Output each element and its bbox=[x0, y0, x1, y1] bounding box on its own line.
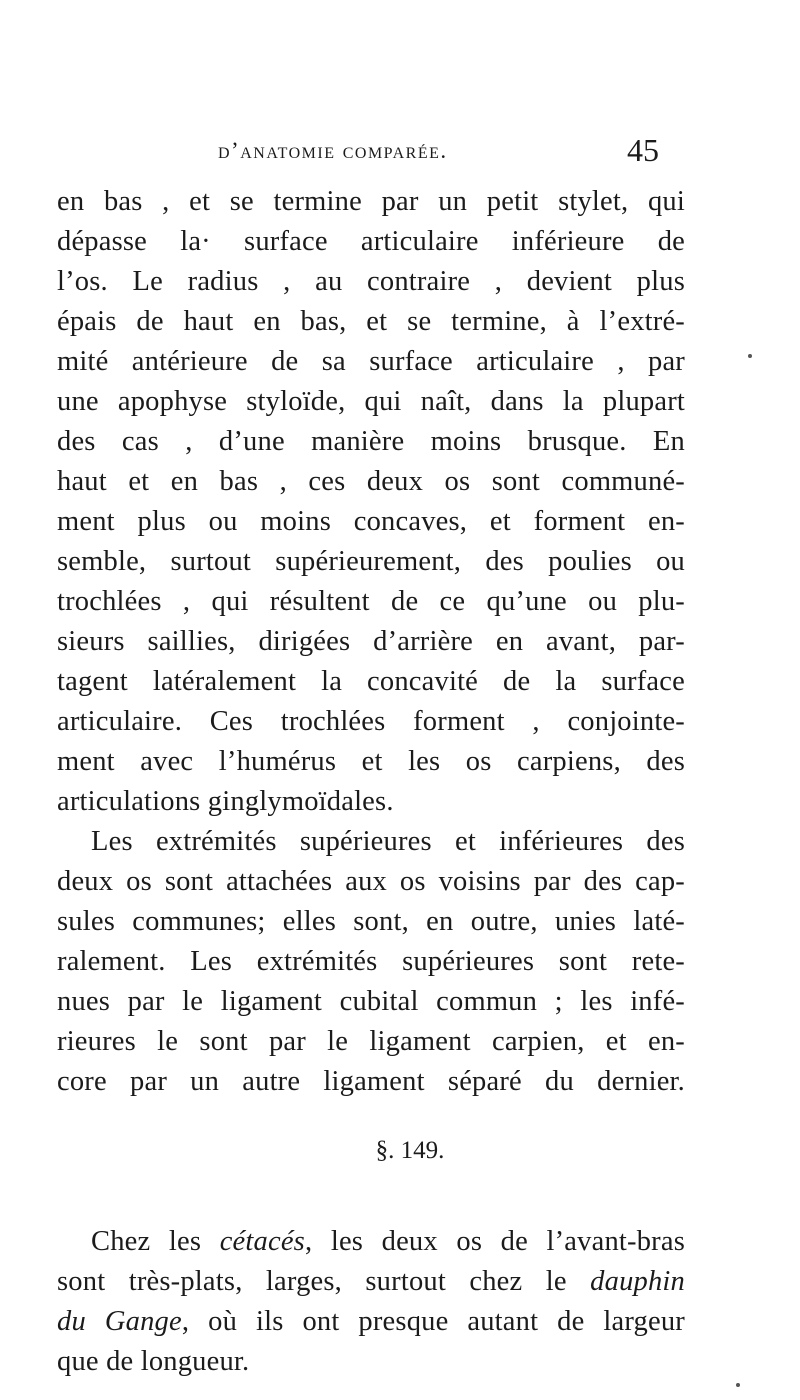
text-line: l’os. Le radius , au contraire , devient plus bbox=[57, 266, 685, 297]
text-line: trochlées , qui résultent de ce qu’une ou plu- bbox=[57, 586, 685, 617]
text-line bbox=[57, 1302, 685, 1342]
text-line: articulations ginglymoïdales. bbox=[57, 786, 394, 817]
italic-term: dauphin bbox=[590, 1266, 685, 1297]
text-line: mité antérieure de sa surface articulaire , par bbox=[57, 346, 685, 377]
text-line: semble, surtout supérieurement, des poulies ou bbox=[57, 546, 685, 577]
running-head bbox=[0, 132, 800, 176]
text-line: nues par le ligament cubital commun ; les infé- bbox=[57, 986, 685, 1017]
section-heading: §. 149. bbox=[375, 1137, 445, 1164]
text-run: sont très-plats, larges, surtout chez le bbox=[57, 1266, 591, 1297]
page-number: 45 bbox=[627, 132, 659, 168]
text-line: ment plus ou moins concaves, et forment en- bbox=[57, 506, 685, 537]
text-line: core par un autre ligament séparé du dernier. bbox=[57, 1066, 685, 1097]
text-line: deux os sont attachées aux os voisins par des cap- bbox=[57, 866, 685, 897]
text-run: , les deux os de l’avant-bras bbox=[304, 1226, 685, 1257]
text-line: sieurs saillies, dirigées d’arrière en avant, par- bbox=[57, 626, 685, 657]
italic-term: cétacés bbox=[219, 1226, 305, 1257]
text-line: ralement. Les extrémités supérieures sont rete- bbox=[57, 946, 685, 977]
text-run: Chez les bbox=[91, 1226, 220, 1257]
ink-speck bbox=[748, 354, 752, 358]
text-line: articulaire. Ces trochlées forment , conjointe- bbox=[57, 706, 685, 737]
text-line: épais de haut en bas, et se termine, à l’extré- bbox=[57, 306, 685, 337]
text-line bbox=[91, 1222, 685, 1262]
text-line: rieures le sont par le ligament carpien, et en- bbox=[57, 1026, 685, 1057]
text-run: , où ils ont presque autant de largeur bbox=[181, 1306, 686, 1337]
text-line: haut et en bas , ces deux os sont communé- bbox=[57, 466, 685, 497]
running-title: d’anatomie comparée. bbox=[218, 138, 448, 163]
text-line: que de longueur. bbox=[57, 1346, 250, 1377]
text-line: tagent latéralement la concavité de la surface bbox=[57, 666, 685, 697]
text-line: dépasse la· surface articulaire inférieure de bbox=[57, 226, 685, 257]
text-line: des cas , d’une manière moins brusque. En bbox=[57, 426, 685, 457]
text-line bbox=[57, 1262, 685, 1302]
text-line: sules communes; elles sont, en outre, unies laté- bbox=[57, 906, 685, 937]
ink-speck bbox=[736, 1383, 740, 1387]
italic-term: du Gange bbox=[57, 1306, 182, 1337]
text-line: Les extrémités supérieures et inférieures des bbox=[91, 826, 685, 857]
text-line: une apophyse styloïde, qui naît, dans la plupart bbox=[57, 386, 685, 417]
text-line: ment avec l’humérus et les os carpiens, des bbox=[57, 746, 685, 777]
text-line: en bas , et se termine par un petit stylet, qui bbox=[57, 186, 685, 217]
